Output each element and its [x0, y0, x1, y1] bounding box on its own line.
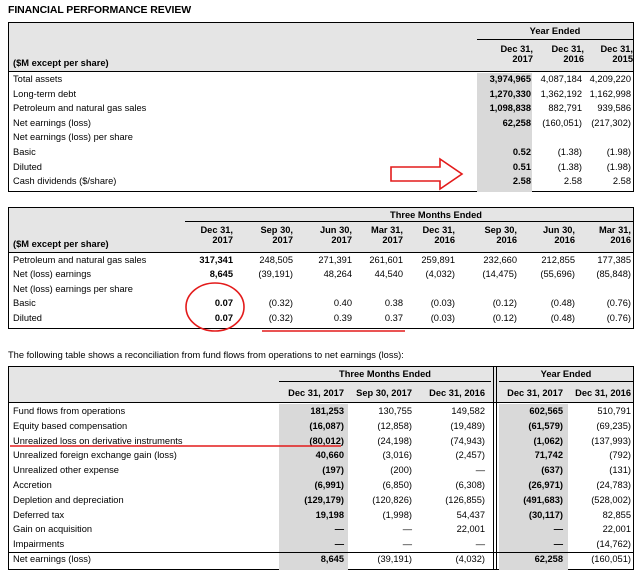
cell-value: 0.52: [512, 147, 531, 157]
group-header-three-months: Three Months Ended: [339, 369, 431, 379]
cell-value: 62,258: [502, 117, 531, 128]
column-header: Dec 31,: [551, 44, 584, 54]
row-label: Unrealized other expense: [13, 465, 119, 476]
column-header: Dec 31,: [500, 44, 533, 54]
table-row: [9, 132, 633, 143]
column-header: Dec 31, 2017: [288, 388, 344, 398]
cell-value: —: [334, 524, 344, 535]
row-label: Accretion: [13, 480, 52, 490]
cell-value: 1,162,998: [589, 88, 631, 99]
cell-value: (4,032): [455, 554, 485, 564]
cell-value: 54,437: [456, 509, 485, 520]
total-rule: [9, 552, 633, 553]
cell-value: (3,016): [382, 450, 412, 461]
cell-value: 19,198: [315, 509, 344, 520]
cell-value: (1.38): [557, 161, 582, 172]
row-label: Depletion and depreciation: [13, 494, 124, 505]
cell-value: (0.12): [492, 298, 517, 309]
column-header: Jun 30,: [319, 225, 352, 235]
row-label: Gain on acquisition: [13, 524, 93, 535]
cell-value: 259,891: [421, 255, 455, 265]
cell-value: (200): [390, 465, 412, 476]
cell-value: 602,565: [529, 406, 563, 416]
cell-value: 510,791: [597, 406, 631, 416]
cell-value: (12,858): [377, 420, 412, 431]
row-label: Net earnings (loss): [13, 117, 92, 128]
cell-value: (55,696): [540, 269, 575, 280]
row-label: Net earnings (loss): [13, 554, 92, 564]
cell-value: 1,362,192: [540, 88, 582, 99]
cell-value: 317,341: [199, 255, 233, 265]
cell-value: (19,489): [450, 420, 485, 431]
cell-value: 0.39: [333, 312, 352, 323]
table-row: [9, 269, 633, 280]
column-header: 2017: [331, 235, 352, 245]
cell-value: (637): [541, 465, 563, 476]
column-header: Jun 30,: [542, 225, 575, 235]
row-label: Unrealized foreign exchange gain (loss): [13, 450, 177, 461]
cell-value: (197): [322, 465, 344, 476]
cell-value: (74,943): [450, 435, 485, 446]
cell-value: 271,391: [318, 255, 352, 265]
table-header: [9, 208, 633, 253]
row-label: Basic: [13, 298, 36, 309]
cell-value: 1,098,838: [489, 103, 531, 114]
cell-value: —: [553, 539, 563, 550]
column-header: 2016: [610, 235, 631, 245]
row-header: ($M except per share): [13, 239, 109, 249]
cell-value: (2,457): [455, 450, 485, 461]
annual-summary-table: [8, 22, 634, 192]
column-header: 2017: [512, 54, 533, 64]
cell-value: (0.48): [550, 312, 575, 323]
cell-value: (126,855): [445, 494, 485, 505]
cell-value: 8,645: [320, 554, 344, 564]
cell-value: 4,087,184: [540, 74, 582, 84]
table-row: [9, 480, 633, 491]
cell-value: (491,683): [523, 494, 563, 505]
cell-value: (1.98): [606, 147, 631, 157]
row-label: Cash dividends ($/share): [13, 176, 117, 187]
cell-value: 149,582: [451, 406, 485, 416]
cell-value: 2.58: [563, 176, 582, 187]
cell-value: 82,855: [602, 509, 631, 520]
cell-value: (0.03): [430, 312, 455, 323]
row-label: Unrealized loss on derivative instruments: [13, 435, 183, 446]
column-header: 2016: [496, 235, 517, 245]
table-row: [9, 510, 633, 521]
cell-value: 8,645: [209, 269, 233, 280]
cell-value: —: [402, 539, 412, 550]
column-header: Sep 30,: [260, 225, 293, 235]
cell-value: 177,385: [597, 255, 631, 265]
row-label: Basic: [13, 147, 36, 157]
column-header: Sep 30, 2017: [356, 388, 412, 398]
table-row: [9, 554, 633, 565]
table-row: [9, 176, 633, 187]
cell-value: (14,762): [596, 539, 631, 550]
cell-value: 0.07: [214, 298, 233, 309]
cell-value: 232,660: [483, 255, 517, 265]
cell-value: 0.38: [384, 298, 403, 309]
cell-value: 22,001: [456, 524, 485, 535]
group-header-three-months: Three Months Ended: [390, 210, 482, 220]
cell-value: (69,235): [596, 420, 631, 431]
cell-value: (0.32): [268, 298, 293, 309]
cell-value: (85,848): [596, 269, 631, 280]
column-header: 2017: [272, 235, 293, 245]
cell-value: (16,087): [309, 420, 344, 431]
cell-value: (0.76): [606, 312, 631, 323]
cell-value: (160,051): [542, 117, 582, 128]
row-label: Long-term debt: [13, 88, 77, 99]
row-label: Petroleum and natural gas sales: [13, 255, 147, 265]
cell-value: (30,117): [528, 509, 563, 520]
row-label: Diluted: [13, 161, 42, 172]
table-row: [9, 284, 633, 295]
table-header: [9, 23, 633, 72]
cell-value: 1,270,330: [489, 88, 531, 99]
row-label: Fund flows from operations: [13, 406, 126, 416]
row-label: Diluted: [13, 312, 42, 323]
column-header: Mar 31,: [598, 225, 631, 235]
column-header: 2016: [434, 235, 455, 245]
cell-value: (0.03): [430, 298, 455, 309]
column-header: Dec 31, 2016: [575, 388, 631, 398]
cell-value: (0.32): [268, 312, 293, 323]
cell-value: 939,586: [597, 103, 631, 114]
cell-value: (0.48): [550, 298, 575, 309]
column-header: 2017: [382, 235, 403, 245]
cell-value: (80,012): [309, 435, 344, 446]
cell-value: 40,660: [315, 450, 344, 461]
column-header: 2017: [212, 235, 233, 245]
row-label: Equity based compensation: [13, 420, 128, 431]
cell-value: 48,264: [323, 269, 352, 280]
cell-value: 0.37: [384, 312, 403, 323]
cell-value: 2.58: [512, 176, 531, 187]
cell-value: (528,002): [591, 494, 631, 505]
cell-value: (0.76): [606, 298, 631, 309]
table-row: [9, 539, 633, 550]
table-row: [9, 74, 633, 85]
cell-value: 4,209,220: [589, 74, 631, 84]
cell-value: 0.07: [214, 312, 233, 323]
table-row: [9, 298, 633, 309]
table-row: [9, 103, 633, 114]
cell-value: (160,051): [591, 554, 631, 564]
quarterly-summary-table: [8, 207, 634, 329]
cell-value: (6,308): [455, 480, 485, 490]
column-header: Dec 31,: [200, 225, 233, 235]
cell-value: (1,062): [533, 435, 563, 446]
row-label: Net (loss) earnings per share: [13, 283, 133, 294]
table-row: [9, 495, 633, 506]
cell-value: (6,991): [314, 480, 344, 490]
cell-value: 22,001: [602, 524, 631, 535]
table-row: [9, 255, 633, 266]
column-header: Mar 31,: [370, 225, 403, 235]
cell-value: 62,258: [534, 554, 563, 564]
page-title: FINANCIAL PERFORMANCE REVIEW: [8, 4, 192, 16]
cell-value: 248,505: [259, 255, 293, 265]
cell-value: 2.58: [612, 176, 631, 187]
cell-value: 44,540: [374, 269, 403, 280]
cell-value: (6,850): [382, 480, 412, 490]
cell-value: (792): [609, 450, 631, 461]
reconciliation-table: [8, 366, 634, 570]
reconciliation-caption: The following table shows a reconciliation from fund flows from operations to net earnings (loss):: [8, 350, 404, 360]
cell-value: 882,791: [548, 103, 582, 114]
table-row: [9, 162, 633, 173]
table-row: [9, 450, 633, 461]
cell-value: —: [553, 524, 563, 535]
table-row: [9, 436, 633, 447]
row-label: Net (loss) earnings: [13, 269, 92, 280]
cell-value: —: [402, 524, 412, 535]
cell-value: —: [475, 539, 485, 550]
cell-value: (131): [609, 465, 631, 476]
row-label: Impairments: [13, 539, 65, 550]
cell-value: (1.98): [606, 161, 631, 172]
cell-value: (1,998): [382, 509, 412, 520]
table-row: [9, 313, 633, 324]
column-header: 2016: [554, 235, 575, 245]
row-label: Total assets: [13, 74, 63, 84]
cell-value: (14,475): [482, 269, 517, 280]
row-header: ($M except per share): [13, 58, 109, 68]
cell-value: (39,191): [377, 554, 412, 564]
cell-value: 71,742: [534, 450, 563, 461]
column-header: Dec 31,: [600, 44, 633, 54]
table-row: [9, 524, 633, 535]
group-header-year-ended: Year Ended: [540, 369, 592, 379]
table-row: [9, 118, 633, 129]
cell-value: 0.51: [512, 161, 531, 172]
table-header: [9, 367, 633, 403]
table-row: [9, 421, 633, 432]
cell-value: —: [475, 465, 485, 476]
cell-value: 0.40: [333, 298, 352, 309]
cell-value: (24,198): [377, 435, 412, 446]
cell-value: (24,783): [596, 480, 631, 490]
cell-value: (39,191): [258, 269, 293, 280]
table-row: [9, 465, 633, 476]
row-label: Deferred tax: [13, 509, 65, 520]
cell-value: 212,855: [541, 255, 575, 265]
cell-value: —: [334, 539, 344, 550]
cell-value: (129,179): [304, 494, 344, 505]
column-header: Dec 31, 2016: [429, 388, 485, 398]
column-header: 2015: [612, 54, 633, 64]
row-label: Petroleum and natural gas sales: [13, 103, 147, 114]
cell-value: 261,601: [369, 255, 403, 265]
column-header: Dec 31,: [422, 225, 455, 235]
column-header: 2016: [563, 54, 584, 64]
column-header: Dec 31, 2017: [507, 388, 563, 398]
cell-value: (26,971): [528, 480, 563, 490]
table-row: [9, 89, 633, 100]
row-label: Net earnings (loss) per share: [13, 132, 133, 143]
column-header: Sep 30,: [484, 225, 517, 235]
cell-value: 181,253: [310, 406, 344, 416]
cell-value: 130,755: [378, 406, 412, 416]
cell-value: (120,826): [372, 494, 412, 505]
cell-value: (61,579): [528, 420, 563, 431]
cell-value: (4,032): [425, 269, 455, 280]
cell-value: (0.12): [492, 312, 517, 323]
table-row: [9, 147, 633, 158]
group-header-year-ended: Year Ended: [529, 26, 581, 36]
cell-value: 3,974,965: [489, 74, 531, 84]
cell-value: (217,302): [591, 117, 631, 128]
cell-value: (1.38): [557, 147, 582, 157]
cell-value: (137,993): [591, 435, 631, 446]
table-row: [9, 406, 633, 417]
